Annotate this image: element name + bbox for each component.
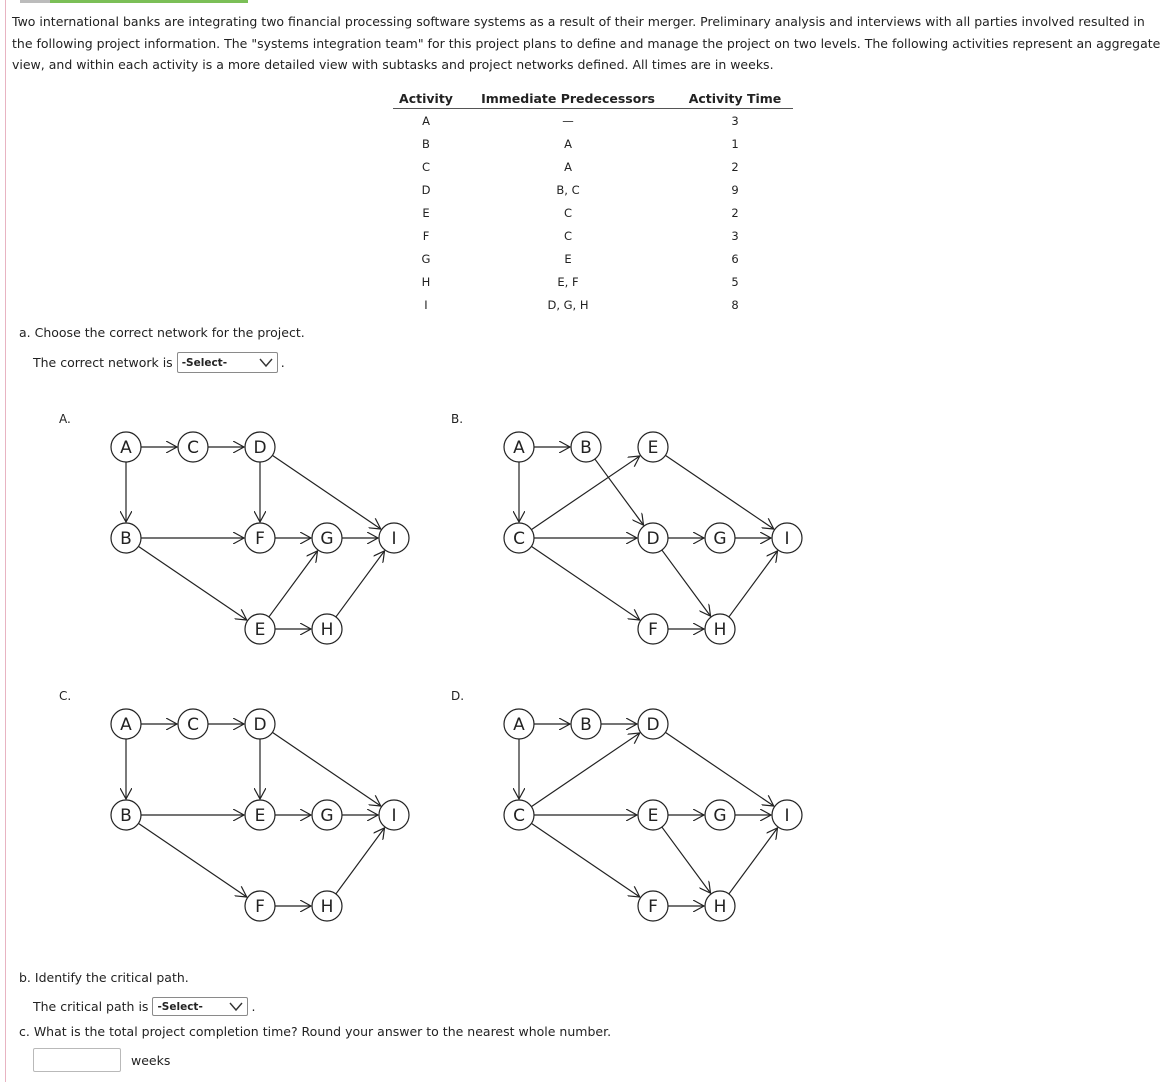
cell-time: 1: [731, 136, 739, 151]
cell-time: 3: [731, 228, 739, 243]
node-label-D: D: [253, 715, 267, 735]
network-1: [111, 432, 409, 644]
node-label-D: D: [646, 529, 660, 549]
critical-path-select[interactable]: [152, 997, 248, 1016]
network-label-a: A.: [59, 412, 71, 426]
cell-activity: E: [422, 205, 430, 220]
node-label-D: D: [646, 715, 660, 735]
arrow-H-to-I: [729, 828, 778, 894]
node-label-I: I: [391, 806, 397, 826]
cell-activity: B: [422, 136, 430, 151]
header-activity-time: Activity Time: [677, 88, 793, 109]
cell-activity: G: [421, 251, 431, 266]
question-b-prompt: The critical path is: [33, 999, 149, 1014]
cell-pred: A: [564, 159, 572, 174]
network-3: [111, 709, 409, 921]
arrow-D-to-H: [662, 550, 711, 616]
node-label-G: G: [713, 529, 727, 549]
arrow-C-to-D: [531, 733, 639, 807]
cell-pred: D, G, H: [547, 297, 589, 312]
arrow-D-to-I: [272, 455, 380, 529]
arrow-E-to-G: [269, 551, 318, 617]
network-label-c: C.: [59, 689, 72, 703]
arrow-B-to-F: [138, 823, 246, 897]
node-label-E: E: [254, 620, 266, 640]
question-b-answer-line: [33, 997, 255, 1016]
node-label-F: F: [648, 620, 658, 640]
arrow-B-to-E: [138, 546, 246, 620]
node-label-H: H: [320, 897, 334, 917]
arrow-E-to-I: [665, 455, 773, 529]
arrow-H-to-I: [336, 828, 385, 894]
arrow-H-to-I: [336, 551, 385, 617]
node-label-H: H: [713, 897, 727, 917]
node-label-B: B: [580, 438, 592, 458]
cell-pred: C: [563, 205, 573, 220]
node-label-B: B: [580, 715, 592, 735]
arrow-C-to-F: [531, 823, 639, 897]
header-activity: Activity: [393, 88, 459, 109]
cell-time: 8: [731, 297, 739, 312]
cell-time: 3: [731, 113, 739, 128]
node-label-E: E: [254, 806, 266, 826]
question-a-suffix: .: [280, 355, 285, 370]
node-label-D: D: [253, 438, 267, 458]
question-a: a. Choose the correct network for the project.: [19, 325, 305, 340]
cell-activity: F: [422, 228, 430, 243]
node-label-H: H: [713, 620, 727, 640]
node-label-E: E: [647, 806, 659, 826]
question-c: c. What is the total project completion time? Round your answer to the nearest whole number.: [19, 1024, 612, 1039]
node-label-C: C: [513, 529, 525, 549]
cell-activity: I: [424, 297, 428, 312]
node-label-I: I: [784, 529, 790, 549]
cell-activity: D: [421, 182, 431, 197]
cell-activity: A: [422, 113, 430, 128]
question-a-prompt: The correct network is: [33, 355, 173, 370]
problem-intro: Two international banks are integrating two financial processing software systems as a result of their merger. Preliminary analysis and interviews with all parties involved resulted in the following project information. The "systems integration team" for this project plans to define and manage the project on two levels. The following activities represent an aggregate view, and within each activity is a more detailed view with subtasks and project networks defined. All times are in weeks.: [12, 14, 1161, 72]
node-label-A: A: [513, 715, 525, 735]
completion-time-unit: weeks: [131, 1052, 171, 1068]
cell-time: 9: [731, 182, 739, 197]
node-label-G: G: [713, 806, 727, 826]
cell-pred: E: [564, 251, 572, 266]
arrow-E-to-H: [662, 827, 711, 893]
node-label-B: B: [120, 806, 132, 826]
critical-path-select-value: -Select-: [157, 1000, 203, 1013]
node-label-A: A: [120, 438, 132, 458]
node-label-I: I: [391, 529, 397, 549]
arrow-C-to-F: [531, 546, 639, 620]
node-label-C: C: [187, 715, 199, 735]
chevron-down-icon: [229, 1002, 243, 1012]
network-2: [504, 432, 802, 644]
cell-pred: E, F: [557, 274, 579, 289]
network-label-b: B.: [451, 412, 464, 426]
cell-time: 5: [731, 274, 739, 289]
cell-pred: —: [562, 113, 574, 128]
node-label-H: H: [320, 620, 334, 640]
completion-time-input[interactable]: [33, 1048, 121, 1072]
cell-activity: C: [421, 159, 431, 174]
cell-pred: B, C: [556, 182, 580, 197]
node-label-F: F: [648, 897, 658, 917]
cell-pred: A: [564, 136, 572, 151]
cell-time: 2: [731, 159, 739, 174]
arrow-H-to-I: [729, 551, 778, 617]
cell-activity: H: [421, 274, 431, 289]
header-predecessors: Immediate Predecessors: [459, 88, 677, 109]
network-4: [504, 709, 802, 921]
node-label-C: C: [187, 438, 199, 458]
node-label-F: F: [255, 529, 265, 549]
arrow-D-to-I: [272, 732, 380, 806]
node-label-G: G: [320, 529, 334, 549]
arrow-C-to-E: [531, 456, 639, 530]
node-label-E: E: [647, 438, 659, 458]
cell-pred: C: [563, 228, 573, 243]
node-label-F: F: [255, 897, 265, 917]
node-label-B: B: [120, 529, 132, 549]
network-label-d: D.: [451, 689, 465, 703]
arrow-B-to-D: [595, 459, 644, 525]
cell-time: 2: [731, 205, 739, 220]
node-label-A: A: [513, 438, 525, 458]
question-c-answer-line: [33, 1048, 170, 1072]
node-label-A: A: [120, 715, 132, 735]
arrow-D-to-I: [665, 732, 773, 806]
node-label-C: C: [513, 806, 525, 826]
cell-time: 6: [731, 251, 739, 266]
node-label-I: I: [784, 806, 790, 826]
node-label-G: G: [320, 806, 334, 826]
question-b-suffix: .: [251, 999, 256, 1014]
network-select-value: -Select-: [181, 356, 228, 369]
question-b: b. Identify the critical path.: [19, 970, 189, 985]
